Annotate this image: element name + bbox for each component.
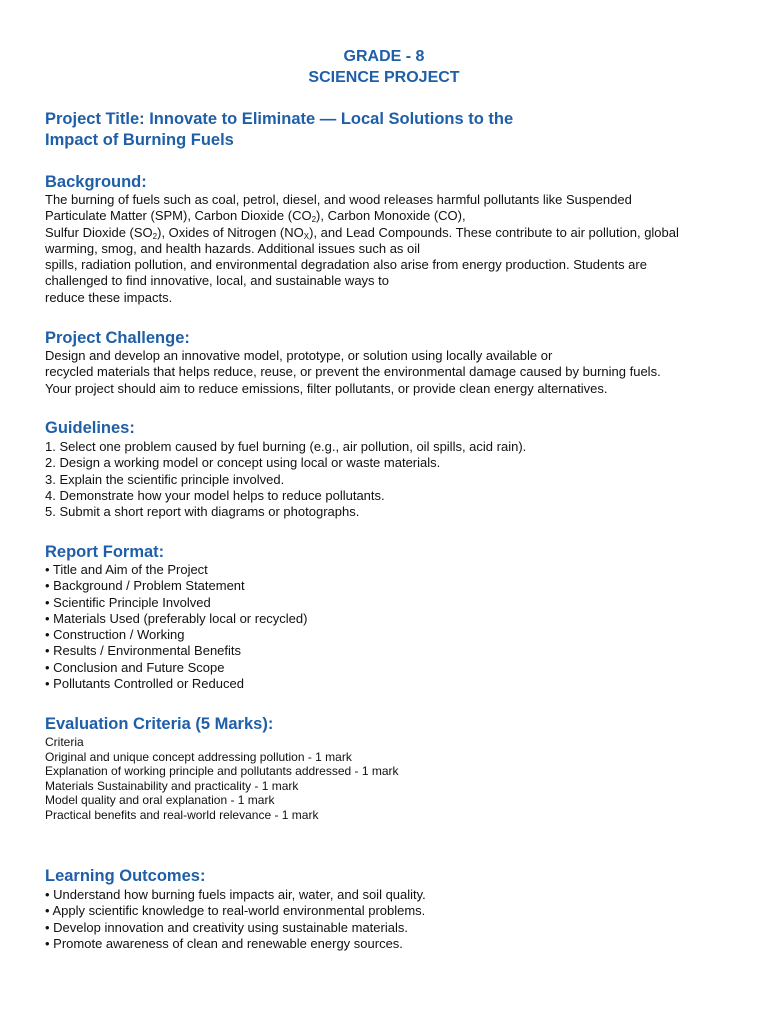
list-item: 2. Design a working model or concept using local or waste materials. bbox=[45, 455, 441, 471]
list-item: Explanation of working principle and pollutants addressed - 1 mark bbox=[45, 764, 399, 779]
challenge-line: Design and develop an innovative model, prototype, or solution using locally available or bbox=[45, 348, 553, 363]
project-title-line: Impact of Burning Fuels bbox=[45, 131, 234, 149]
challenge-line: recycled materials that helps reduce, reuse, or prevent the environmental damage caused by burning fuels. bbox=[45, 364, 661, 380]
guidelines-heading: Guidelines: bbox=[45, 419, 135, 437]
list-item: 5. Submit a short report with diagrams or photographs. bbox=[45, 504, 360, 520]
list-item: • Title and Aim of the Project bbox=[45, 562, 208, 577]
challenge-line: Your project should aim to reduce emissions, filter pollutants, or provide clean energy alternatives. bbox=[45, 380, 608, 396]
list-item: • Scientific Principle Involved bbox=[45, 594, 211, 610]
background-text bbox=[45, 192, 679, 306]
evaluation-list bbox=[45, 735, 399, 823]
list-item: • Understand how burning fuels impacts air, water, and soil quality. bbox=[45, 887, 426, 902]
background-line: reduce these impacts. bbox=[45, 289, 173, 305]
project-title-line: Project Title: Innovate to Eliminate — Local Solutions to the bbox=[45, 110, 514, 128]
outcomes-heading: Learning Outcomes: bbox=[45, 867, 206, 885]
list-item: • Background / Problem Statement bbox=[45, 578, 245, 594]
evaluation-heading: Evaluation Criteria (5 Marks): bbox=[45, 715, 274, 733]
list-item: Materials Sustainability and practicality - 1 mark bbox=[45, 778, 299, 793]
list-item: • Develop innovation and creativity using sustainable materials. bbox=[45, 919, 408, 935]
subject-heading: SCIENCE PROJECT bbox=[308, 69, 460, 86]
outcomes-list bbox=[45, 887, 426, 952]
background-line: The burning of fuels such as coal, petrol, diesel, and wood releases harmful pollutants like Suspended bbox=[45, 192, 632, 207]
project-title bbox=[45, 109, 513, 151]
list-item: • Results / Environmental Benefits bbox=[45, 643, 242, 659]
list-item: • Pollutants Controlled or Reduced bbox=[45, 676, 244, 692]
background-line: Sulfur Dioxide $(SO_2)$, Oxides of Nitrogen $(NO_X)$, and Lead Compounds. These contribute to air pollution, global bbox=[45, 224, 679, 241]
list-item: Model quality and oral explanation - 1 mark bbox=[45, 793, 275, 808]
list-item: Original and unique concept addressing pollution - 1 mark bbox=[45, 749, 352, 764]
list-item: 1. Select one problem caused by fuel burning (e.g., air pollution, oil spills, acid rain). bbox=[45, 439, 527, 454]
list-item: • Apply scientific knowledge to real-world environmental problems. bbox=[45, 903, 426, 919]
list-item: Practical benefits and real-world relevance - 1 mark bbox=[45, 807, 319, 822]
list-item: 3. Explain the scientific principle involved. bbox=[45, 471, 285, 487]
list-item: 4. Demonstrate how your model helps to reduce pollutants. bbox=[45, 487, 385, 503]
list-item: • Conclusion and Future Scope bbox=[45, 659, 225, 675]
list-item: Criteria bbox=[45, 735, 84, 749]
grade-heading: GRADE - 8 bbox=[343, 48, 425, 65]
background-line: Particulate Matter (SPM), Carbon Dioxide $(CO_2)$, Carbon Monoxide (CO), bbox=[45, 208, 466, 225]
report-format-heading: Report Format: bbox=[45, 543, 165, 561]
list-item: • Promote awareness of clean and renewable energy sources. bbox=[45, 935, 403, 951]
report-format-list bbox=[45, 562, 307, 692]
background-line: spills, radiation pollution, and environmental degradation also arise from energy production. Students are bbox=[45, 257, 647, 273]
guidelines-list bbox=[45, 439, 526, 520]
list-item: • Materials Used (preferably local or recycled) bbox=[45, 610, 308, 626]
list-item: • Construction / Working bbox=[45, 627, 185, 643]
background-line: warming, smog, and health hazards. Additional issues such as oil bbox=[45, 240, 421, 256]
challenge-text bbox=[45, 348, 661, 397]
challenge-heading: Project Challenge: bbox=[45, 329, 190, 347]
background-heading: Background: bbox=[45, 173, 147, 191]
background-line: challenged to find innovative, local, and sustainable ways to bbox=[45, 273, 389, 289]
